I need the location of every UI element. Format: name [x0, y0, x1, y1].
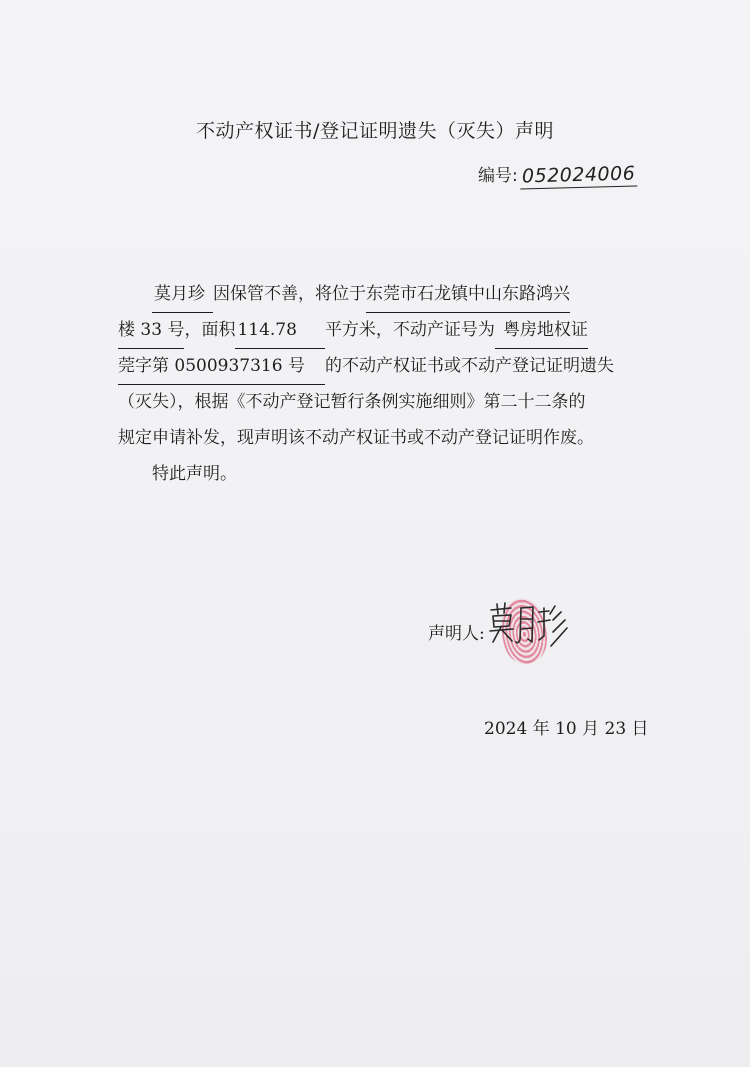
statement-text: 的不动产权证书或不动产登记证明遗失: [324, 356, 614, 376]
handwritten-signature: [487, 596, 573, 666]
statement-line: [118, 456, 678, 492]
underlined-field: 莞字第 0500937316 号: [118, 348, 325, 385]
statement-text: （灭失），根据《不动产登记暂行条例实施细则》第二十二条的: [118, 392, 586, 412]
statement-text: 因保管不善，将位于: [213, 284, 366, 304]
underlined-field: 莫月珍: [152, 276, 213, 313]
statement-line: [118, 348, 678, 384]
signature-with-fingerprint: [487, 596, 573, 666]
statement-line: [118, 420, 678, 456]
declarant-block: [428, 596, 573, 666]
statement-date: 2024 年 10 月 23 日: [484, 719, 649, 739]
statement-text: 平方米，不动产证号为: [324, 320, 495, 340]
underlined-field: 粤房地权证: [495, 312, 588, 349]
underlined-field: 楼 33 号: [118, 312, 184, 349]
statement-line: [118, 312, 678, 348]
declarant-label: 声明人:: [428, 623, 485, 644]
statement-text: ，面积: [184, 320, 236, 340]
document-number: [478, 161, 637, 188]
document-title: 不动产权证书/登记证明遗失（灭失）声明: [196, 120, 554, 142]
statement-text: 特此声明。: [152, 464, 237, 484]
underlined-field: 东莞市石龙镇中山东路鸿兴: [366, 276, 570, 313]
statement-body: [118, 276, 678, 492]
statement-text: 规定申请补发，现声明该不动产权证书或不动产登记证明作废。: [118, 428, 594, 448]
underlined-field: 114.78: [235, 312, 324, 349]
number-value: 052024006: [519, 162, 637, 189]
statement-line: [118, 384, 678, 420]
statement-line: [118, 276, 678, 312]
number-label: 编号:: [478, 166, 518, 186]
